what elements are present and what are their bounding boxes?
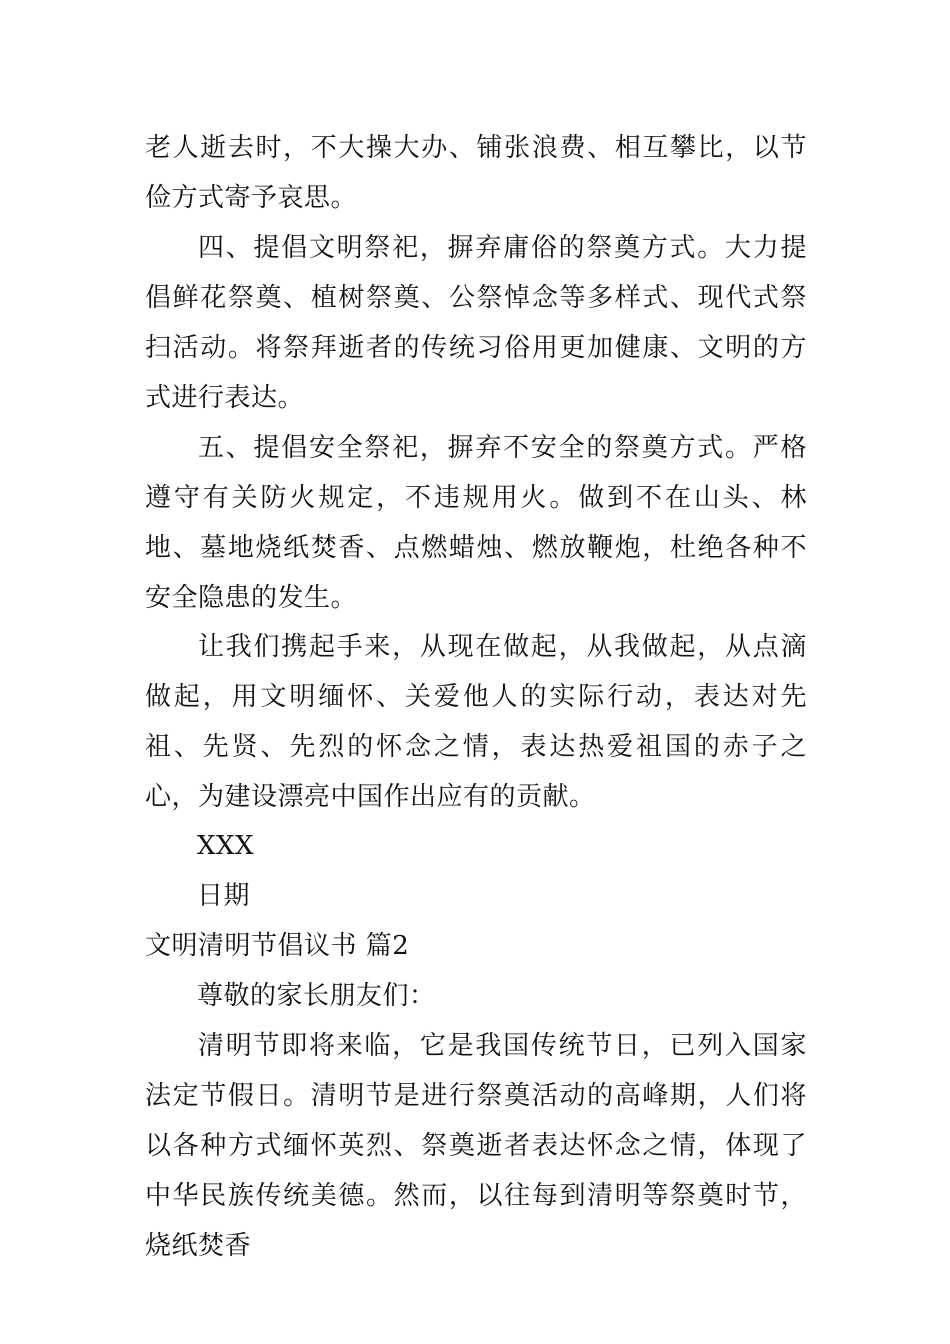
paragraph-civilized-sacrifice: 四、提倡文明祭祀，摒弃庸俗的祭奠方式。大力提倡鲜花祭奠、植树祭奠、公祭悼念等多样式、现代式祭扫活动。将祭拜逝者的传统习俗用更加健康、文明的方式进行表达。: [145, 233, 807, 413]
section-title: 文明清明节倡议书 篇2: [145, 931, 410, 961]
paragraph-call-to-action: 让我们携起手来，从现在做起，从我做起，从点滴做起，用文明缅怀、关爱他人的实际行动，表达对先祖、先贤、先烈的怀念之情，表达热爱祖国的赤子之心，为建设漂亮中国作出应有的贡献。: [145, 632, 807, 812]
paragraph-frugal-funeral: 老人逝去时，不大操大办、铺张浪费、相互攀比，以节俭方式寄予哀思。: [145, 133, 807, 213]
signature: XXX: [197, 831, 255, 861]
paragraph-safe-sacrifice: 五、提倡安全祭祀，摒弃不安全的祭奠方式。严格遵守有关防火规定，不违规用火。做到不在山头、林地、墓地烧纸焚香、点燃蜡烛、燃放鞭炮，杜绝各种不安全隐患的发生。: [145, 433, 807, 613]
greeting: 尊敬的家长朋友们：: [197, 981, 436, 1011]
date-label: 日期: [197, 881, 251, 911]
paragraph-qingming-intro: 清明节即将来临，它是我国传统节日，已列入国家法定节假日。清明节是进行祭奠活动的高峰期，人们将以各种方式缅怀英烈、祭奠逝者表达怀念之情，体现了中华民族传统美德。然而，以往每到清明等祭奠时节，烧纸焚香: [145, 1031, 807, 1261]
